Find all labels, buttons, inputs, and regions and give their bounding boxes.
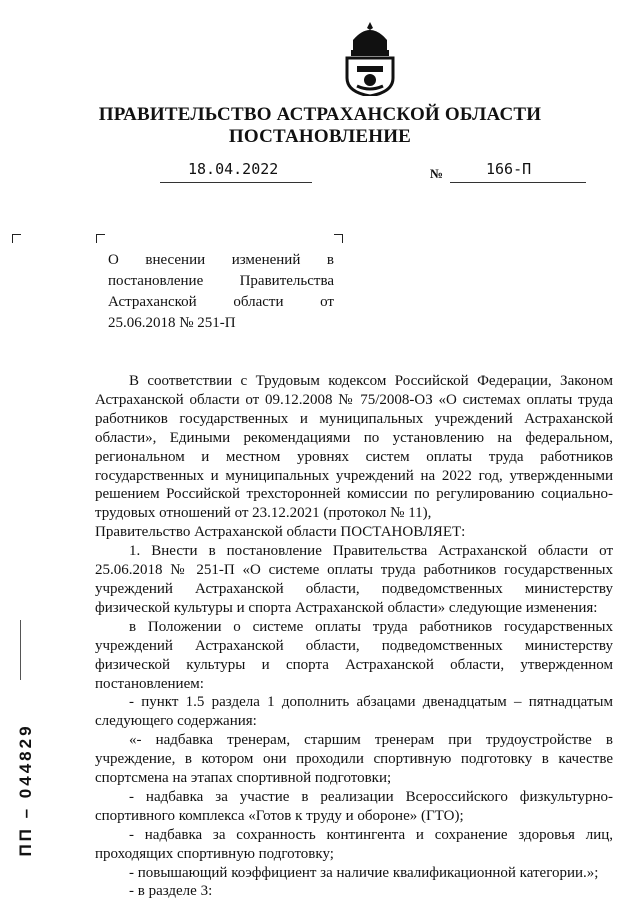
- body-paragraph: - надбавка за сохранность контингента и сохранение здоровья лиц, проходящих спортивную подготовку;: [95, 826, 613, 862]
- margin-line: [20, 620, 21, 680]
- number-sign: №: [430, 166, 444, 181]
- corner-mark-subject-left: [96, 234, 105, 243]
- body-text: [95, 372, 613, 901]
- body-paragraph: Правительство Астраханской области ПОСТАНОВЛЯЕТ:: [95, 524, 466, 541]
- body-paragraph: В соответствии с Трудовым кодексом Российской Федерации, Законом Астраханской области от 09.12.2008 № 75/2008-ОЗ «О системах оплаты труда работников государственных и муниципальных учреждений Астраханской области», Едиными рекомендациями по установлению на федеральном, региональном и местном уровнях систем оплаты труда работников государственных и муниципальных учреждений на 2022 год, утвержденными решением Российской трехсторонней комиссии по регулированию социально-трудовых отношений от 23.12.2021 (протокол № 11),: [95, 373, 613, 522]
- subject-text: О внесении изменений в постановление Правительства Астраханской области от 25.06.2018 № 251-П: [108, 252, 334, 331]
- body-paragraph: 1. Внести в постановление Правительства Астраханской области от 25.06.2018 № 251-П «О системе оплаты труда работников государственных учреждений Астраханской области, подведомственных министерству физической культуры и спорта Астраханской области» следующие изменения:: [95, 543, 613, 616]
- org-title: ПРАВИТЕЛЬСТВО АСТРАХАНСКОЙ ОБЛАСТИ: [98, 104, 542, 125]
- body-paragraph: - надбавка за участие в реализации Всероссийского физкультурно-спортивного комплекса «Готов к труду и обороне» (ГТО);: [95, 788, 613, 824]
- body-paragraph: «- надбавка тренерам, старшим тренерам при трудоустройстве в учреждение, в котором они проходили спортивную подготовку в качестве спортсмена на этапах спортивной подготовки;: [95, 732, 613, 787]
- serial-number: ПП – 044829: [16, 723, 35, 857]
- serial-stamp: [6, 700, 46, 880]
- corner-mark-subject-right: [334, 234, 343, 243]
- body-paragraph: - в разделе 3:: [129, 883, 213, 900]
- body-paragraph: в Положении о системе оплаты труда работников государственных учреждений Астраханской области, подведомственных министерству физической культуры и спорта Астраханской области, утвержденном постановлением:: [95, 618, 613, 692]
- doc-date: 18.04.2022: [188, 160, 279, 178]
- corner-mark-left: [12, 234, 21, 243]
- doc-number: 166-П: [486, 160, 532, 178]
- coat-of-arms-icon: [343, 20, 397, 96]
- doc-type-title: ПОСТАНОВЛЕНИЕ: [228, 126, 412, 147]
- body-paragraph: - повышающий коэффициент за наличие квалификационной категории.»;: [129, 864, 599, 881]
- body-paragraph: - пункт 1.5 раздела 1 дополнить абзацами двенадцатым – пятнадцатым следующего содержания:: [95, 694, 613, 730]
